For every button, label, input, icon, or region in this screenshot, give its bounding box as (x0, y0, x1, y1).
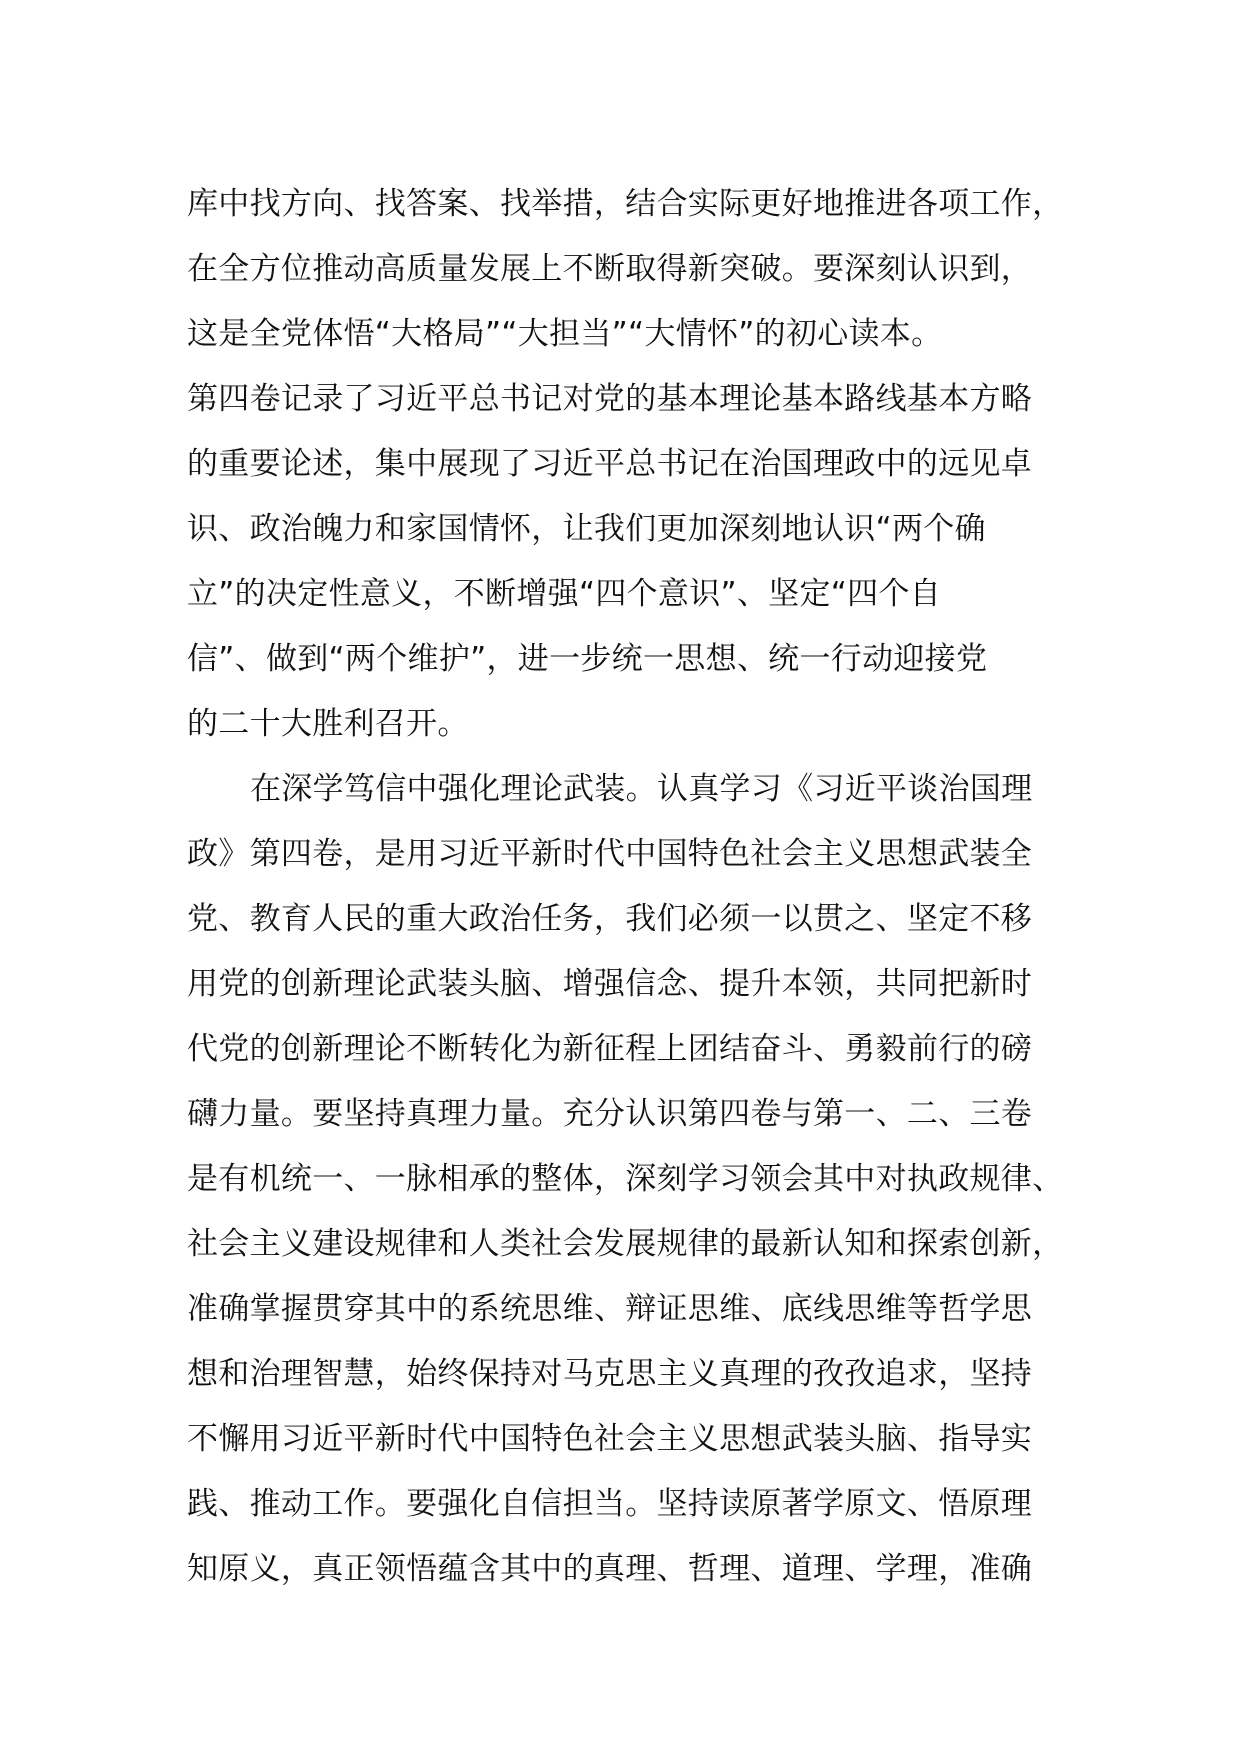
text-line: 礴力量。要坚持真理力量。充分认识第四卷与第一、二、三卷 (187, 1096, 1033, 1132)
text-line: 第四卷记录了习近平总书记对党的基本理论基本路线基本方略 (187, 381, 1033, 417)
text-line: 在全方位推动高质量发展上不断取得新突破。要深刻认识到， (187, 251, 1033, 287)
text-line: 是有机统一、一脉相承的整体，深刻学习领会其中对执政规律、 (187, 1161, 1064, 1197)
text-line: 党、教育人民的重大政治任务，我们必须一以贯之、坚定不移 (187, 901, 1033, 937)
paragraph-first-line: 在深学笃信中强化理论武装。认真学习《习近平谈治国理 (250, 771, 1033, 807)
text-line: 政》第四卷，是用习近平新时代中国特色社会主义思想武装全 (187, 836, 1033, 872)
text-line: 的二十大胜利召开。 (187, 706, 469, 742)
text-line: 这是全党体悟“大格局”“大担当”“大情怀”的初心读本。 (187, 316, 943, 352)
text-line: 想和治理智慧，始终保持对马克思主义真理的孜孜追求，坚持 (187, 1356, 1033, 1392)
text-line: 不懈用习近平新时代中国特色社会主义思想武装头脑、指导实 (187, 1421, 1033, 1457)
text-line: 识、政治魄力和家国情怀，让我们更加深刻地认识“两个确 (187, 511, 986, 547)
text-line: 立”的决定性意义，不断增强“四个意识”、坚定“四个自 (187, 576, 942, 612)
text-line: 知原义，真正领悟蕴含其中的真理、哲理、道理、学理，准确 (187, 1551, 1033, 1587)
text-line: 的重要论述，集中展现了习近平总书记在治国理政中的远见卓 (187, 446, 1033, 482)
text-line: 用党的创新理论武装头脑、增强信念、提升本领，共同把新时 (187, 966, 1033, 1002)
text-line: 信”、做到“两个维护”，进一步统一思想、统一行动迎接党 (187, 641, 988, 677)
text-line: 代党的创新理论不断转化为新征程上团结奋斗、勇毅前行的磅 (187, 1031, 1033, 1067)
text-line: 准确掌握贯穿其中的系统思维、辩证思维、底线思维等哲学思 (187, 1291, 1033, 1327)
text-line: 践、推动工作。要强化自信担当。坚持读原著学原文、悟原理 (187, 1486, 1033, 1522)
text-line: 库中找方向、找答案、找举措，结合实际更好地推进各项工作， (187, 186, 1064, 222)
body-text (187, 172, 1087, 1602)
text-line: 社会主义建设规律和人类社会发展规律的最新认知和探索创新， (187, 1226, 1064, 1262)
